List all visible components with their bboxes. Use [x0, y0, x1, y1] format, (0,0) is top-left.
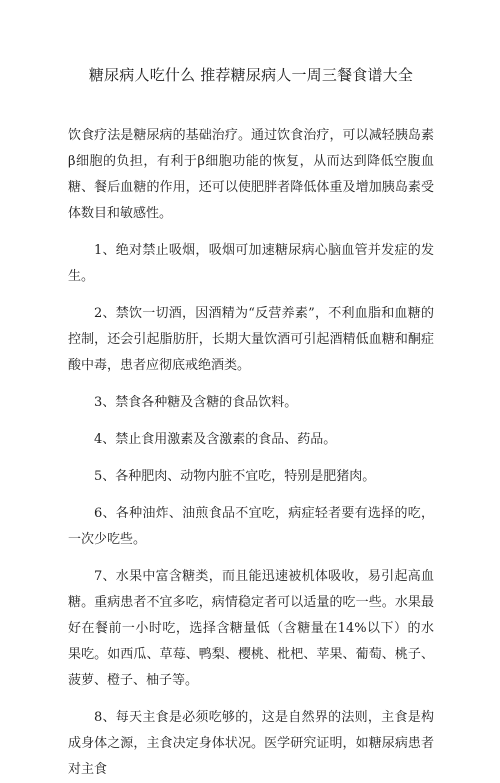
rule-paragraph-2: 2、禁饮一切酒，因酒精为“反营养素”，不利血脂和血糖的控制，还会引起脂肪肝，长期大量饮酒可引起酒精低血糖和酮症酸中毒，患者应彻底戒绝酒类。	[68, 306, 434, 373]
intro-paragraph: 饮食疗法是糖尿病的基础治疗。通过饮食治疗，可以减轻胰岛素β细胞的负担，有利于β细胞功能的恢复，从而达到降低空腹血糖、餐后血糖的作用，还可以使肥胖者降低体重及增加胰岛素受体数目和敏感性。	[68, 128, 434, 221]
rule-paragraph-4: 4、禁止食用激素及含激素的食品、药品。	[94, 432, 337, 447]
rule-paragraph-5: 5、各种肥肉、动物内脏不宜吃，特别是肥猪肉。	[94, 469, 376, 484]
rule-paragraph-3: 3、禁食各种糖及含糖的食品饮料。	[94, 395, 298, 410]
document-title: 糖尿病人吃什么 推荐糖尿病人一周三餐食谱大全	[88, 66, 414, 84]
rule-paragraph-6: 6、各种油炸、油煎食品不宜吃，病症轻者要有选择的吃，一次少吃些。	[68, 506, 434, 547]
document-body	[68, 123, 434, 783]
rule-paragraph-1: 1、绝对禁止吸烟，吸烟可加速糖尿病心脑血管并发症的发生。	[68, 243, 434, 284]
rule-paragraph-8: 8、每天主食是必须吃够的，这是自然界的法则，主食是构成身体之源，主食决定身体状况。医学研究证明，如糖尿病患者对主食	[68, 710, 434, 777]
rule-paragraph-7: 7、水果中富含糖类，而且能迅速被机体吸收，易引起高血糖。重病患者不宜多吃，病情稳定者可以适量的吃一些。水果最好在餐前一小时吃，选择含糖量低（含糖量在14%以下）的水果吃。如西瓜、草莓、鸭梨、樱桃、枇杷、苹果、葡萄、桃子、菠萝、橙子、柚子等。	[68, 569, 434, 688]
